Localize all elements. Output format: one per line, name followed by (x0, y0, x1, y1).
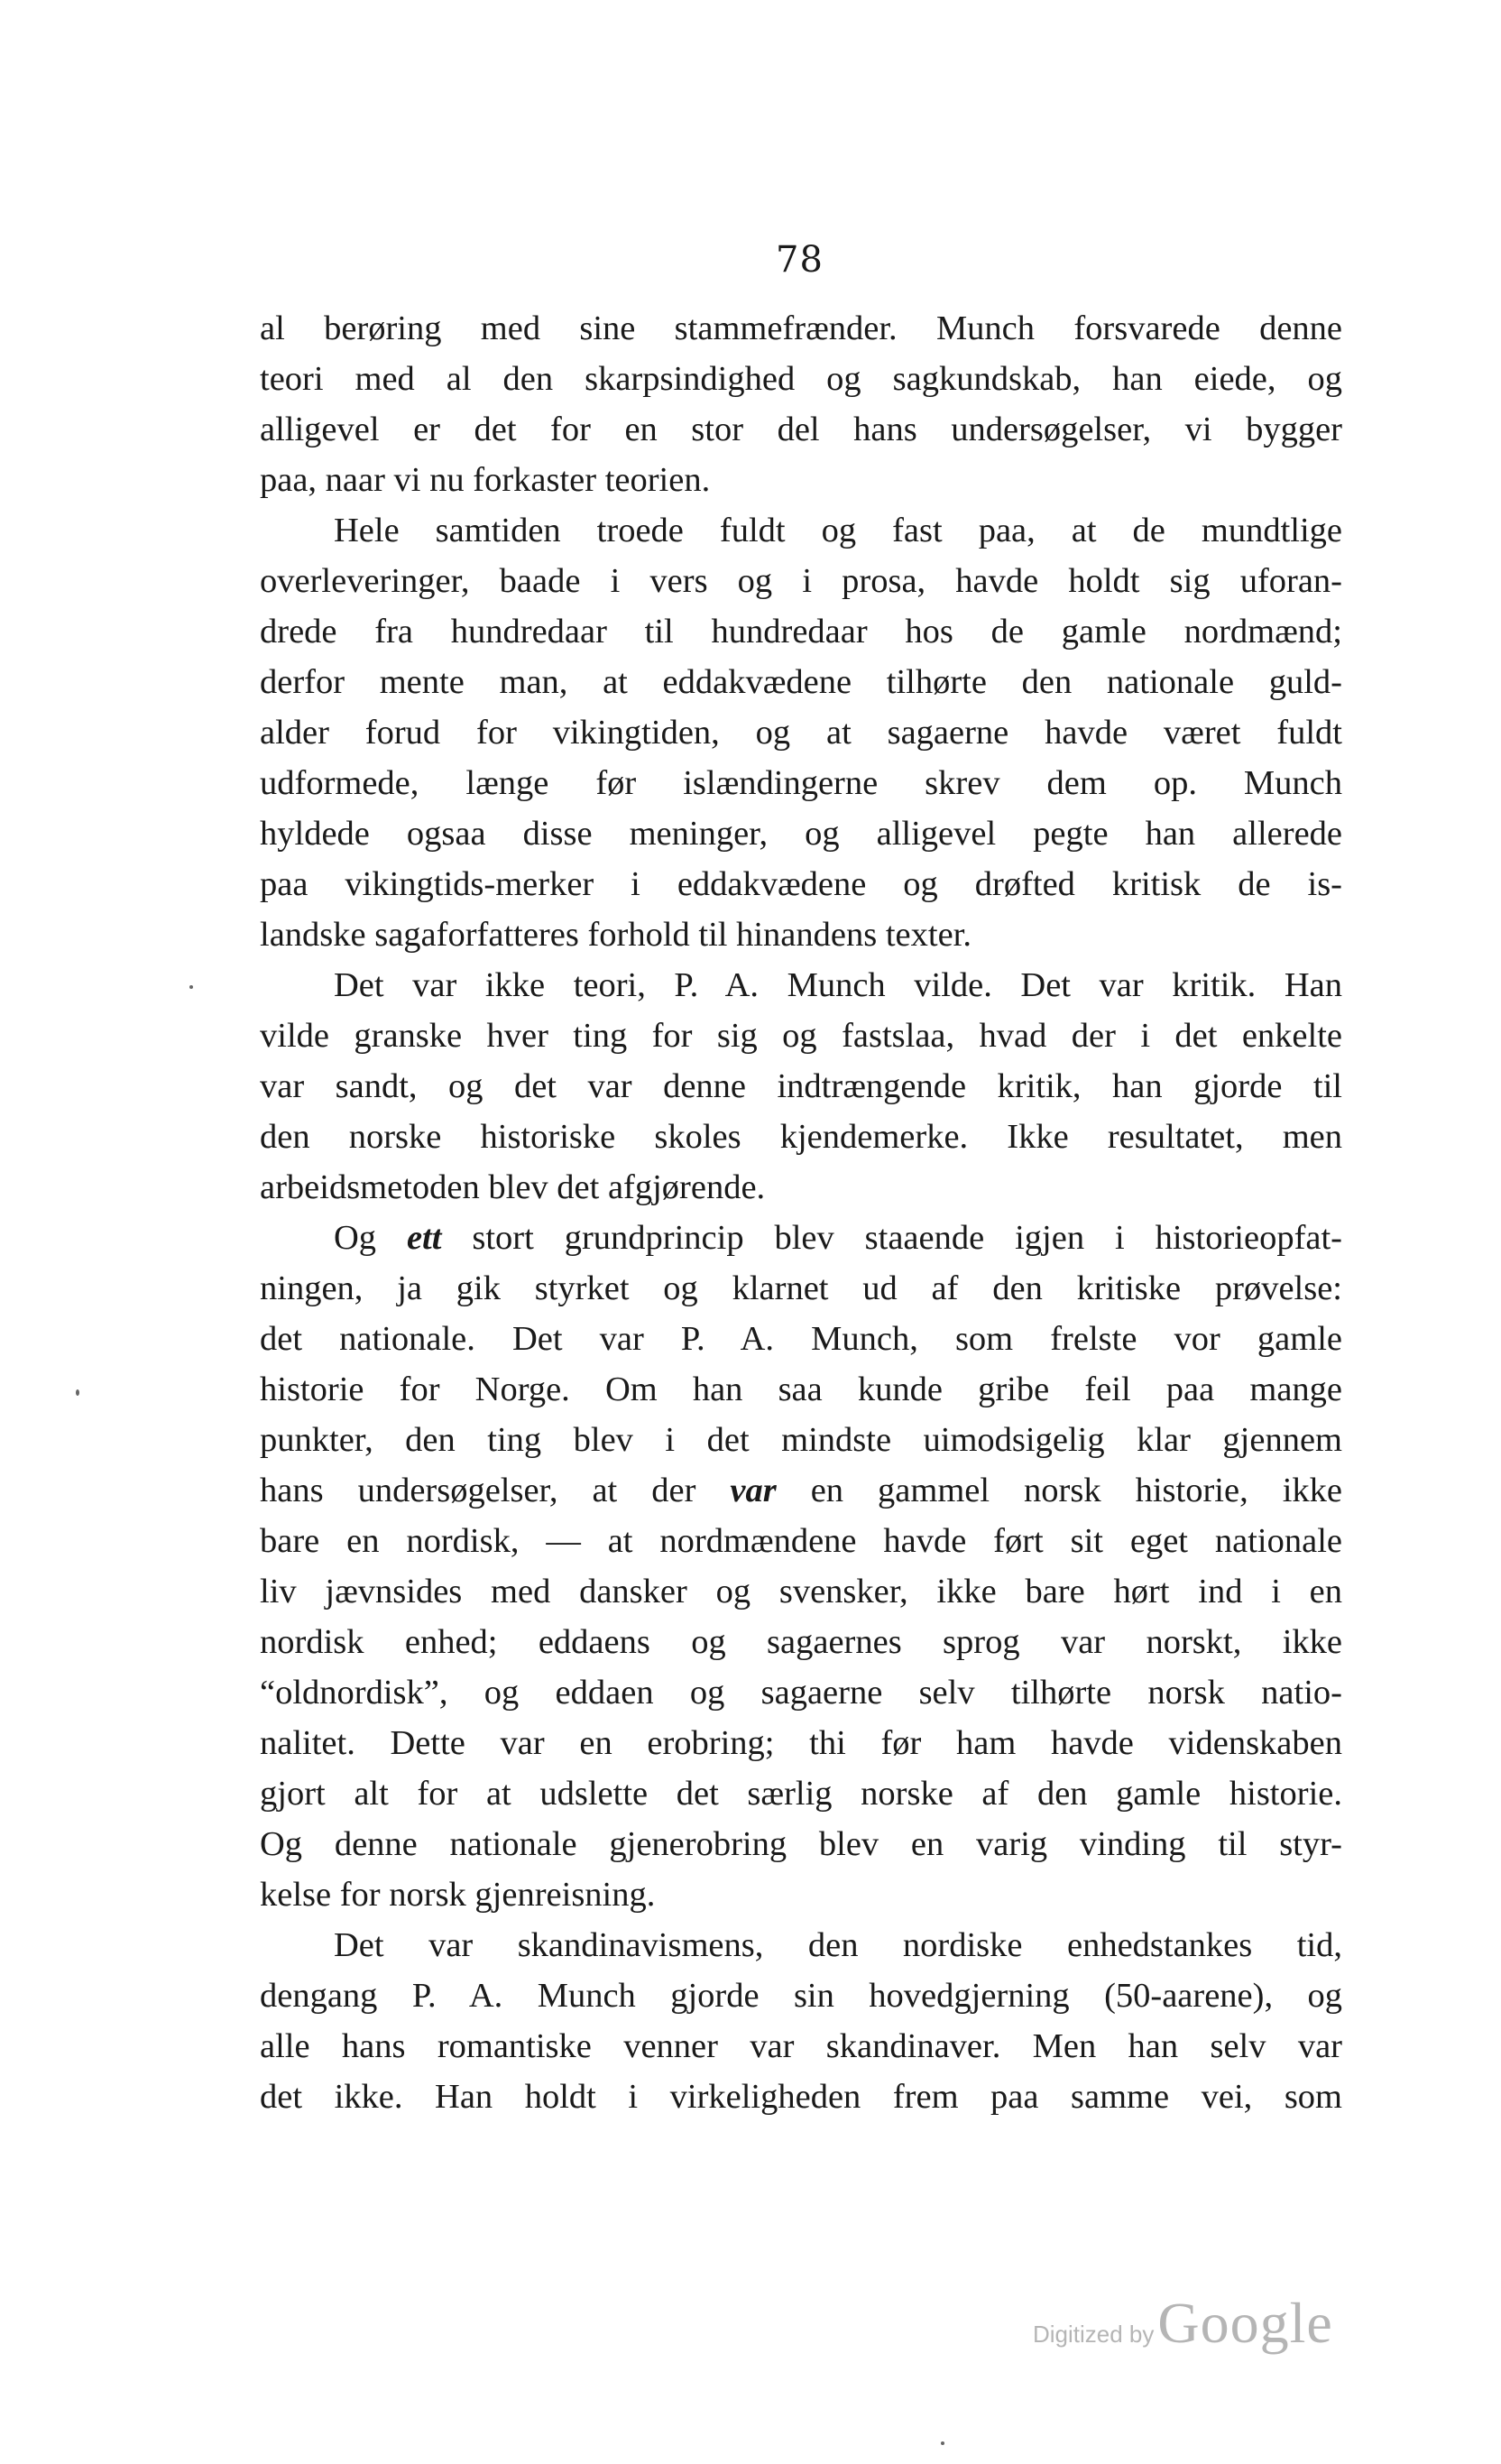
text-line: historie for Norge. Om han saa kunde gribe feil paa mange (260, 1370, 1342, 1408)
text-line: paa, naar vi nu forkaster teorien. (260, 461, 711, 499)
scan-speck (941, 2441, 944, 2445)
page-number: 78 (776, 239, 824, 281)
google-logo: Google (1157, 2291, 1333, 2355)
text-line: Det var skandinavismens, den nordiske enhedstankes tid, (334, 1926, 1342, 1964)
body-text (260, 303, 1342, 2122)
text-line: arbeidsmetoden blev det afgjørende. (260, 1168, 766, 1206)
text-line: bare en nordisk, — at nordmændene havde ført sit eget nationale (260, 1522, 1342, 1560)
text-line: landske sagaforfatteres forhold til hinandens texter. (260, 916, 972, 954)
text-line: nalitet. Dette var en erobring; thi før ham havde videnskaben (260, 1724, 1342, 1762)
scan-speck (76, 1389, 79, 1396)
text-line: det nationale. Det var P. A. Munch, som frelste vor gamle (260, 1320, 1342, 1358)
text-line: alligevel er det for en stor del hans undersøgelser, vi bygger (260, 411, 1342, 448)
digitized-watermark (1033, 2290, 1333, 2357)
text-line: ningen, ja gik styrket og klarnet ud af den kritiske prøvelse: (260, 1269, 1342, 1307)
text-line: hans undersøgelser, at der var en gammel norsk historie, ikke (260, 1472, 1342, 1509)
text-line: paa vikingtids-merker i eddakvædene og drøfted kritisk de is- (260, 865, 1342, 903)
text-line: dengang P. A. Munch gjorde sin hovedgjerning (50-aarene), og (260, 1977, 1342, 2015)
text-line: overleveringer, baade i vers og i prosa, havde holdt sig uforan- (260, 562, 1342, 600)
text-line: nordisk enhed; eddaens og sagaernes sprog var norskt, ikke (260, 1623, 1342, 1661)
text-line: Og ett stort grundprincip blev staaende igjen i historieopfat- (334, 1219, 1342, 1257)
text-line: alder forud for vikingtiden, og at sagaerne havde været fuldt (260, 714, 1342, 752)
emphasis: var (730, 1472, 777, 1509)
text-line: Det var ikke teori, P. A. Munch vilde. Det var kritik. Han (334, 966, 1342, 1004)
text-line: var sandt, og det var denne indtrængende kritik, han gjorde til (260, 1067, 1342, 1105)
text-line: gjort alt for at udslette det særlig norske af den gamle historie. (260, 1775, 1342, 1813)
text-line: den norske historiske skoles kjendemerke. Ikke resultatet, men (260, 1118, 1342, 1156)
text-line: kelse for norsk gjenreisning. (260, 1876, 656, 1914)
text-line: vilde granske hver ting for sig og fastslaa, hvad der i det enkelte (260, 1017, 1342, 1055)
text-line: udformede, længe før islændingerne skrev dem op. Munch (260, 764, 1342, 802)
scan-speck (189, 985, 193, 989)
text-line: punkter, den ting blev i det mindste uimodsigelig klar gjennem (260, 1421, 1342, 1459)
text-line: hyldede ogsaa disse meninger, og alligevel pegte han allerede (260, 815, 1342, 853)
text-line: Hele samtiden troede fuldt og fast paa, at de mundtlige (334, 512, 1342, 549)
text-line: liv jævnsides med dansker og svensker, ikke bare hørt ind i en (260, 1573, 1342, 1610)
text-line: derfor mente man, at eddakvædene tilhørte den nationale guld- (260, 663, 1342, 701)
text-line: al berøring med sine stammefrænder. Munch forsvarede denne (260, 309, 1342, 347)
text-line: Og denne nationale gjenerobring blev en varig vinding til styr- (260, 1825, 1342, 1863)
text-line: alle hans romantiske venner var skandinaver. Men han selv var (260, 2027, 1342, 2065)
text-line: drede fra hundredaar til hundredaar hos de gamle nordmænd; (260, 613, 1342, 651)
text-line: teori med al den skarpsindighed og sagkundskab, han eiede, og (260, 360, 1342, 398)
text-line: det ikke. Han holdt i virkeligheden frem paa samme vei, som (260, 2078, 1342, 2116)
emphasis: ett (406, 1219, 442, 1257)
text-line: “oldnordisk”, og eddaen og sagaerne selv tilhørte norsk natio- (260, 1674, 1342, 1712)
watermark-prefix: Digitized by (1033, 2321, 1155, 2348)
